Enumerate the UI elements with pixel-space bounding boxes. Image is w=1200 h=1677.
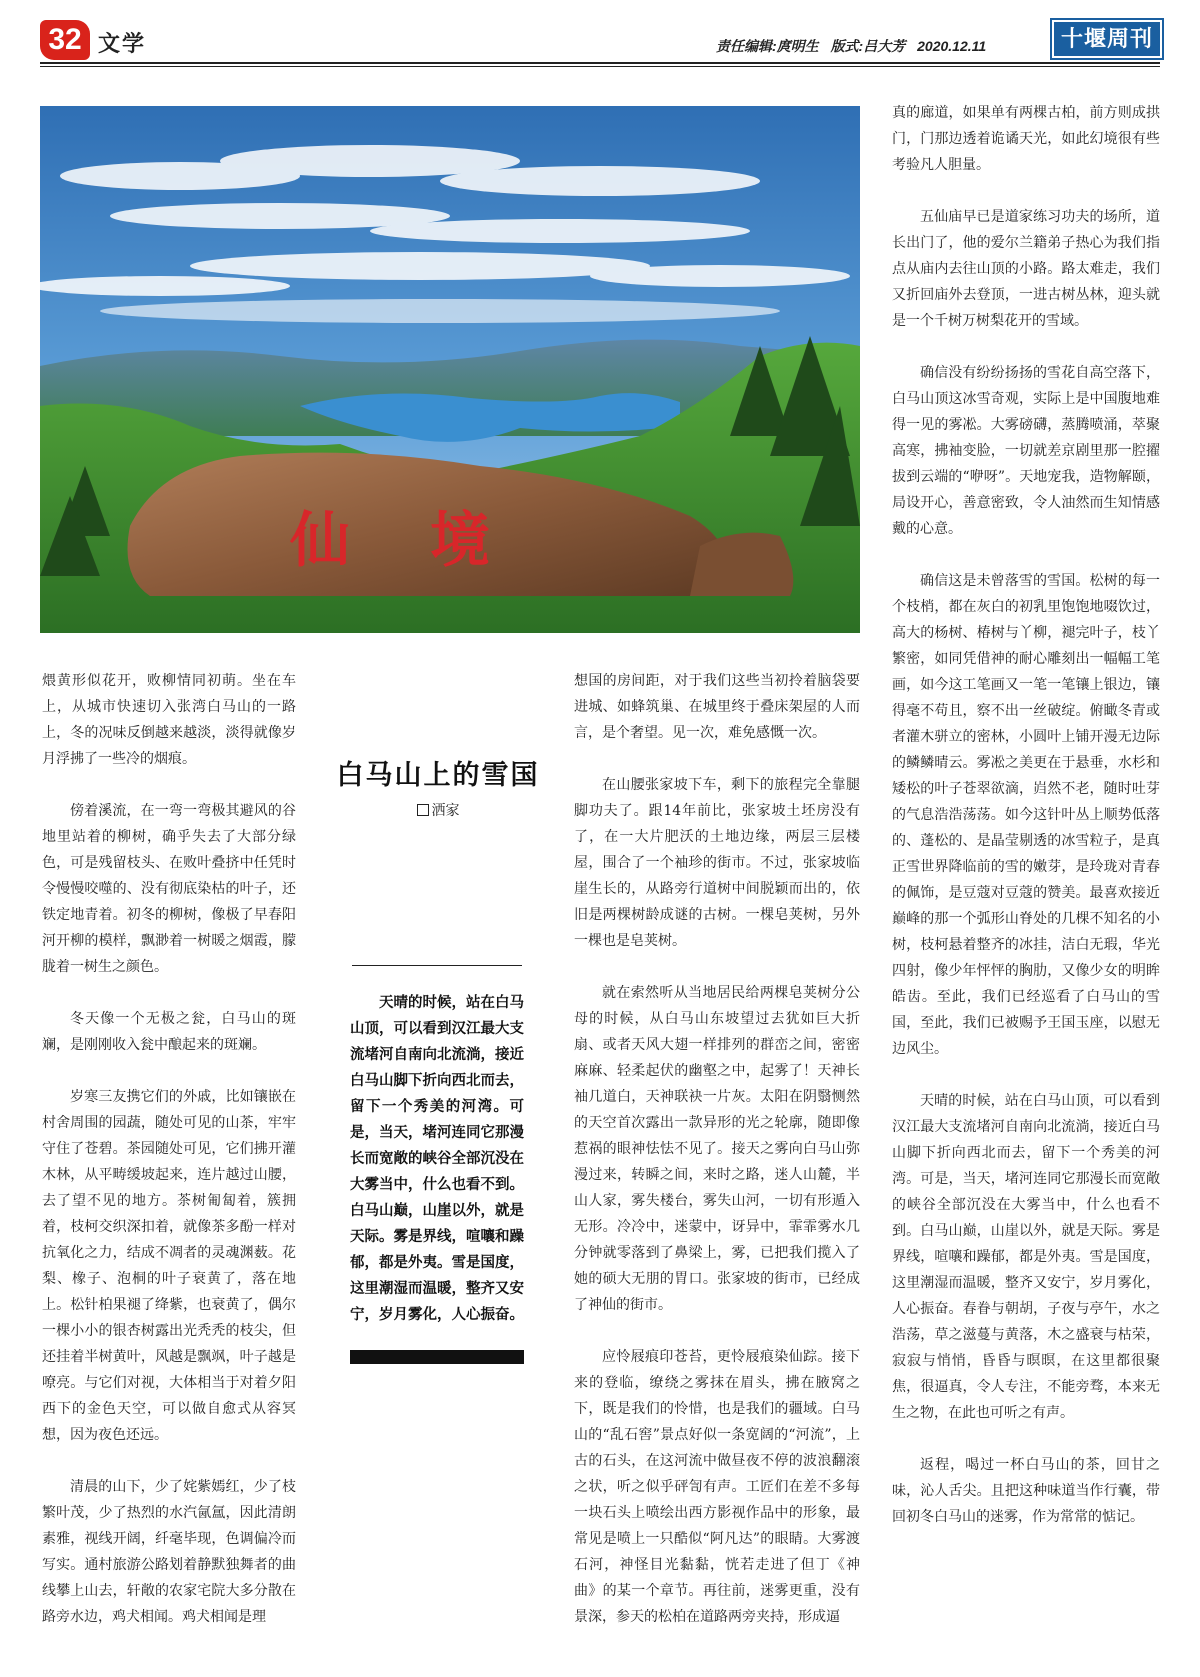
issue-date: 2020.12.11 [917,38,987,54]
header-rule [40,62,1160,64]
header-rule-thin [40,66,1160,67]
credits [716,36,994,56]
paragraph: 天晴的时候，站在白马山顶，可以看到汉江最大支流堵河自南向北流淌，接近白马山脚下折向西北而去，留下一个秀美的河湾。可是，当天，堵河连同它那漫长而宽敞的峡谷全部沉没在大雾当中，什么也看不到。白马山巅，山崖以外，就是天际。雾是界线，喧嚷和躁郁，都是外夷。雪是国度，这里潮湿而温暖，整齐又安宁，岁月雾化，人心振奋。春眷与朝胡，子夜与亭午，水之浩荡，草之滋蔓与黄落，木之盛衰与枯荣，寂寂与悄悄，昏昏与暝暝，在这里都很聚焦，很逼真，令人专注，不能旁骛，本来无生之物，在此也可听之有声。 [892,1093,1160,1421]
paragraph: 冬天像一个无极之瓮，白马山的斑斓，是刚刚收入瓮中酿起来的斑斓。 [42,1011,296,1053]
byline [320,800,556,820]
section-title: 文学 [98,31,147,56]
paragraph: 确信这是未曾落雪的雪国。松树的每一个枝梢，都在灰白的初乳里饱饱地啜饮过，高大的杨树、椿树与丫柳，褪完叶子，枝丫繁密，如同凭借神的耐心雕刻出一幅幅工笔画，如今这工笔画又一笔一笔镶上银边，镶得毫不苟且，察不出一丝破绽。俯瞰冬青或者灌木骈立的密林，小圆叶上铺开漫无边际的鳞鳞晴云。雾凇之美更在于悬垂，水杉和矮松的叶子苍翠欲滴，岿然不老，随时吐芽的气息浩浩荡荡。如今这针叶丛上顺势低落的、蓬松的、是晶莹剔透的冰雪粒子，是真正雪世界降临前的雪的嫩芽，是玲珑对青春的佩饰，是豆蔻对豆蔻的赞美。最喜欢接近巅峰的那一个弧形山脊处的几棵不知名的小树，枝柯悬着整齐的冰挂，洁白无瑕，华光四射，像少年怦怦的胸肋，又像少女的明眸皓齿。至此，我们已经巡看了白马山的雪国，至此，我们已被赐予王国玉座，以慰无边风尘。 [892,573,1160,1057]
pull-quote: 天晴的时候，站在白马山顶，可以看到汉江最大支流堵河自南向北流淌，接近白马山脚下折向西北而去，留下一个秀美的河湾。可是，当天，堵河连同它那漫长而宽敞的峡谷全部沉没在大雾当中，什么也看不到。白马山巅，山崖以外，就是天际。雾是界线，喧嚷和躁郁，都是外夷。雪是国度，这里潮湿而温暖，整齐又安宁，岁月雾化，人心振奋。 [350,994,524,1323]
editor-credit: 责任编辑:庹明生 [716,38,819,54]
article-column-middle [574,668,860,1663]
paragraph: 返程，喝过一杯白马山的茶，回甘之味，沁人舌尖。且把这种味道当作行囊，带回初冬白马山的迷雾，作为常常的惦记。 [892,1457,1160,1525]
layout-credit: 版式:吕大芳 [830,38,906,54]
paragraph: 想国的房间距，对于我们这些当初拎着脑袋要进城、如蜂筑巢、在城里终于叠床架屋的人而言，是个奢望。见一次，难免感慨一次。 [574,673,860,741]
masthead-logo: 十堰周刊 [1050,18,1164,60]
page-number: 32 [40,20,90,60]
article-column-left [42,668,296,1663]
article-title: 白马山上的雪国 [336,760,540,791]
paragraph: 清晨的山下，少了姹紫嫣红，少了枝繁叶茂，少了热烈的水汽氤氲，因此清朗素雅，视线开阔，纤毫毕现，色调偏冷而写实。通村旅游公路划着静默独舞者的曲线攀上山去，轩敞的农家宅院大多分散在路旁水边，鸡犬相闻。鸡犬相闻是理 [42,1479,296,1625]
pull-quote-rule [352,965,522,966]
paragraph: 就在索然听从当地居民给两棵皂荚树分公母的时候，从白马山东坡望过去犹如巨大折扇、或者天风大翅一样排列的群峦之间，密密麻麻、轻柔起伏的幽壑之中，起雾了！天神长袖几道白，天神联袂一片灰。太阳在阴翳恻然的天空首次露出一款异形的光之轮廓，随即像惹祸的眼神怯怯不见了。接天之雾向白马山弥漫过来，转瞬之间，来时之路，迷人山麓，半山人家，雾失楼台，雾失山河，一切有形遁入无形。冷冷中，迷蒙中，讶异中，霏霏雾水几分钟就零落到了鼻梁上，雾，已把我们揽入了她的硕大无朋的胃口。张家坡的街市，已经成了神仙的街市。 [574,985,860,1313]
paragraph: 应怜屐痕印苍苔，更怜屐痕染仙踪。接下来的登临，缭绕之雾抹在眉头，拂在腋窝之下，既是我们的怜惜，也是我们的疆域。白马山的“乱石窖”景点好似一条宽阔的“河流”，上古的石头，在这河流中做昼夜不停的波浪翻滚之状，听之似乎砰訇有声。工匠们在差不多每一块石头上喷绘出西方影视作品中的形象，最常见是喷上一只酷似“阿凡达”的眼睛。大雾渡石河，神怪目光黏黏，恍若走进了但丁《神曲》的某一个章节。再往前，迷雾更重，没有景深，参天的松柏在道路两旁夹持，形成逼 [574,1349,860,1625]
paragraph: 煨黄形似花开，败柳情同初萌。坐在车上，从城市快速切入张湾白马山的一路上，冬的况味反倒越来越淡，淡得就像岁月浮拂了一些冷的烟痕。 [42,673,296,767]
paragraph: 傍着溪流，在一弯一弯极其避风的谷地里站着的柳树，确乎失去了大部分绿色，可是残留枝头、在败叶叠挤中任凭时令慢慢咬噬的、没有彻底染枯的叶子，还铁定地青着。初冬的柳树，像极了早春阳河开柳的模样，飘渺着一树暖之烟霞，朦胧着一树生之颜色。 [42,803,296,975]
paragraph: 在山腰张家坡下车，剩下的旅程完全靠腿脚功夫了。跟14年前比，张家坡土坯房没有了，在一大片肥沃的土地边缘，两层三层楼屋，围合了一个袖珍的街市。不过，张家坡临崖生长的，从路旁行道树中间脱颖而出的，依旧是两棵树龄成谜的古树。一棵皂荚树，另外一棵也是皂荚树。 [574,777,860,949]
pull-quote-bar [350,1350,524,1364]
rock-inscription: 仙境 [290,506,570,576]
paragraph: 五仙庙早已是道家练习功夫的场所，道长出门了，他的爱尔兰籍弟子热心为我们指点从庙内去往山顶的小路。路太难走，我们又折回庙外去登顶，一进古树丛林，迎头就是一个千树万树梨花开的雪域。 [892,209,1160,329]
paragraph: 岁寒三友携它们的外戚，比如镶嵌在村舍周围的园蔬，随处可见的山茶，牢牢守住了苍碧。茶园随处可见，它们拂开灌木林，从平畴缓坡起来，连片越过山腰，去了望不见的地方。茶树匍匐着，簇拥着，枝柯交织深扣着，就像茶多酚一样对抗氧化之力，结成不凋者的灵魂渊薮。花梨、橡子、泡桐的叶子衰黄了，落在地上。松针柏果褪了绛紫，也衰黄了，偶尔一棵小小的银杏树露出光秃秃的枝尖，但还挂着半树黄叶，风越是飘飒，叶子越是嘹亮。与它们对视，大体相当于对着夕阳西下的金色天空，可以做自愈式从容冥想，因为夜色还远。 [42,1089,296,1443]
paragraph: 确信没有纷纷扬扬的雪花自高空落下，白马山顶这冰雪奇观，实际上是中国腹地难得一见的雾凇。大雾磅礴，蒸腾喷涌，萃聚高寒，拂袖变脸，一切就差京剧里那一腔擢拔到云端的“咿呀”。天地宠我，造物解颐，局设开心，善意密致，令人油然而生知情感戴的心意。 [892,365,1160,537]
byline-box-icon [417,804,429,816]
landscape-photo [40,106,860,633]
author-name: 洒家 [431,803,460,819]
paragraph: 真的廊道，如果单有两棵古柏，前方则成拱门，门那边透着诡谲天光，如此幻境很有些考验凡人胆量。 [892,105,1160,173]
article-column-right [892,100,1160,1660]
